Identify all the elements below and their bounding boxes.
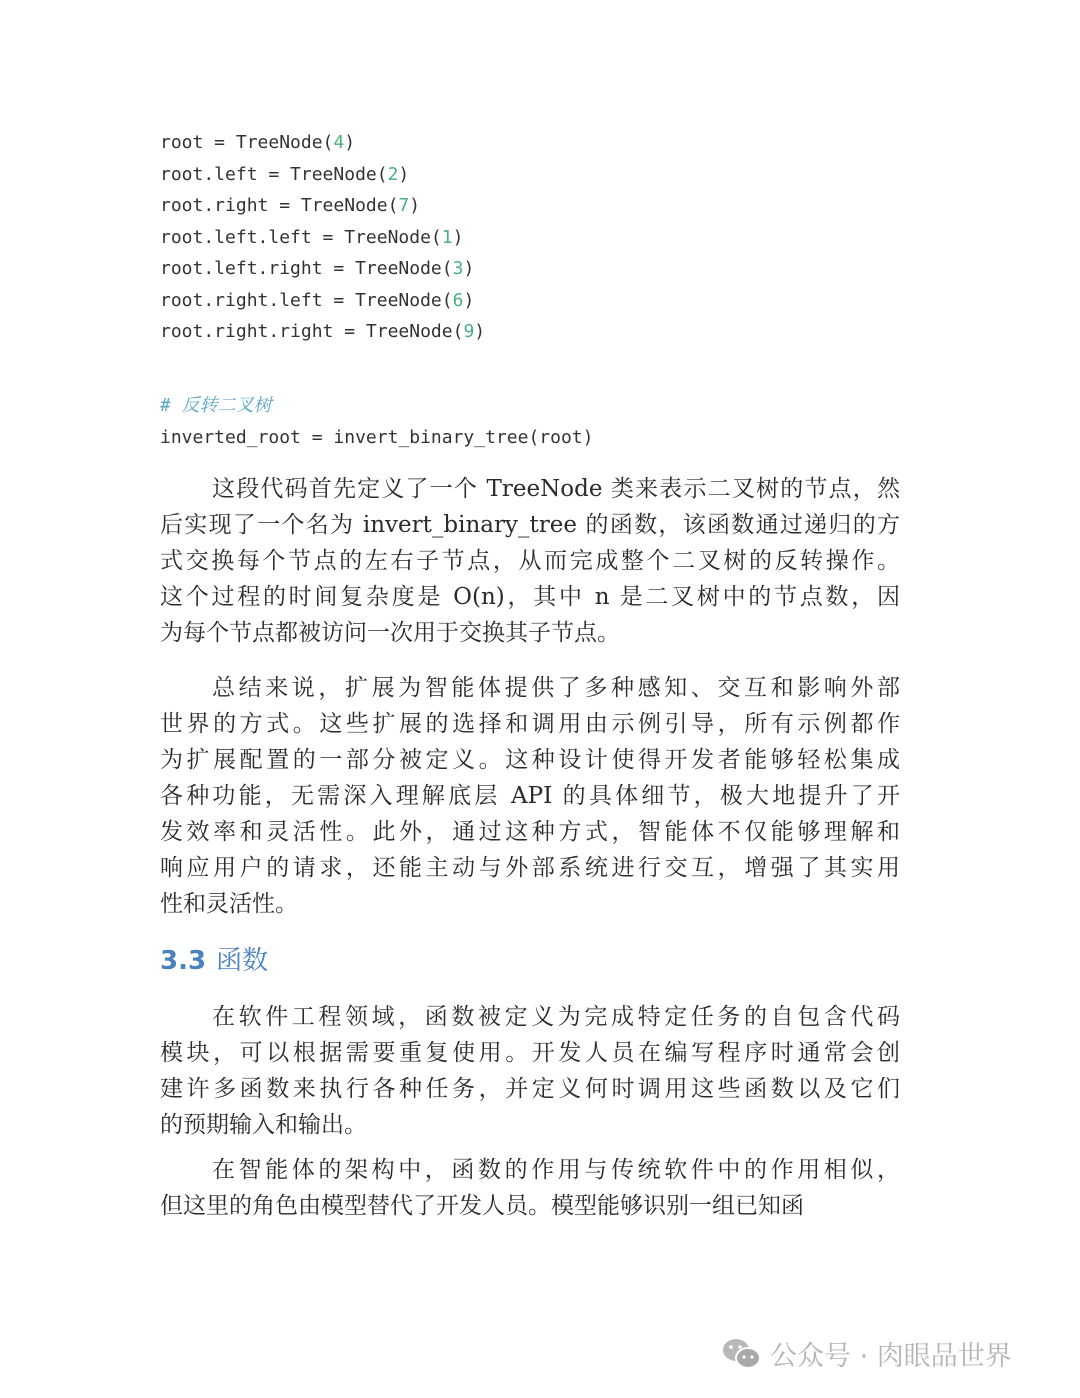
text-line: 响应用户的请求，还能主动与外部系统进行交互，增强了其实用 bbox=[160, 855, 900, 881]
code-post: ) bbox=[474, 321, 486, 342]
text-line: 在软件工程领域，函数被定义为完成特定任务的自包含代码 bbox=[212, 1004, 900, 1030]
text-line: 为每个节点都被访问一次用于交换其子节点。 bbox=[160, 620, 620, 646]
paragraph-2 bbox=[160, 670, 900, 922]
code-block-invert bbox=[160, 390, 593, 453]
code-line bbox=[160, 285, 485, 317]
text-line: 各种功能，无需深入理解底层 API 的具体细节，极大地提升了开 bbox=[160, 783, 900, 809]
code-post: ) bbox=[452, 226, 464, 248]
code-pre: root.left = TreeNode( bbox=[160, 163, 388, 185]
text-line: 建许多函数来执行各种任务，并定义何时调用这些函数以及它们 bbox=[160, 1076, 900, 1102]
code-pre: root = TreeNode( bbox=[160, 132, 334, 153]
section-number: 3.3 bbox=[160, 946, 207, 976]
code-line bbox=[160, 316, 485, 348]
text-line: 为扩展配置的一部分被定义。这种设计使得开发者能够轻松集成 bbox=[160, 747, 900, 773]
text-line: 性和灵活性。 bbox=[160, 891, 298, 917]
code-num: 6 bbox=[452, 289, 464, 311]
text-line: 发效率和灵活性。此外，通过这种方式，智能体不仅能够理解和 bbox=[160, 819, 900, 845]
code-post: ) bbox=[409, 195, 421, 216]
code-num: 2 bbox=[387, 163, 399, 185]
code-post: ) bbox=[344, 132, 356, 153]
code-pre: root.right.left = TreeNode( bbox=[160, 289, 453, 311]
text-line: 总结来说，扩展为智能体提供了多种感知、交互和影响外部 bbox=[212, 675, 900, 701]
code-line: inverted_root = invert_binary_tree(root) bbox=[160, 426, 594, 448]
paragraph-3 bbox=[160, 999, 900, 1143]
text-line: 后实现了一个名为 invert_binary_tree 的函数，该函数通过递归的方 bbox=[160, 512, 900, 538]
text-line: 但这里的角色由模型替代了开发人员。模型能够识别一组已知函 bbox=[160, 1193, 804, 1219]
code-line bbox=[160, 127, 485, 159]
code-block-tree-setup bbox=[160, 127, 485, 348]
code-num: 3 bbox=[452, 258, 464, 279]
code-post: ) bbox=[463, 258, 475, 279]
code-post: ) bbox=[398, 163, 410, 185]
code-comment: # 反转二叉树 bbox=[160, 395, 272, 416]
code-line bbox=[160, 253, 485, 285]
text-line: 这个过程的时间复杂度是 O(n)，其中 n 是二叉树中的节点数，因 bbox=[160, 584, 900, 610]
wechat-icon bbox=[722, 1337, 762, 1371]
section-title: 函数 bbox=[216, 946, 269, 976]
watermark-text: 公众号 · 肉眼品世界 bbox=[770, 1341, 1012, 1372]
text-line: 世界的方式。这些扩展的选择和调用由示例引导，所有示例都作 bbox=[160, 711, 900, 737]
code-pre: root.right = TreeNode( bbox=[160, 195, 399, 216]
code-pre: root.right.right = TreeNode( bbox=[160, 321, 464, 342]
paragraph-1 bbox=[160, 471, 900, 651]
text-line: 在智能体的架构中，函数的作用与传统软件中的作用相似， bbox=[212, 1157, 900, 1183]
code-num: 7 bbox=[398, 195, 410, 216]
watermark-footer bbox=[722, 1334, 1012, 1373]
code-line bbox=[160, 159, 485, 191]
text-line: 的预期输入和输出。 bbox=[160, 1112, 367, 1138]
code-pre: root.left.right = TreeNode( bbox=[160, 258, 453, 279]
code-pre: root.left.left = TreeNode( bbox=[160, 226, 442, 248]
text-line: 式交换每个节点的左右子节点，从而完成整个二叉树的反转操作。 bbox=[160, 548, 900, 574]
paragraph-4 bbox=[160, 1152, 900, 1224]
section-heading bbox=[160, 940, 268, 977]
text-line: 模块，可以根据需要重复使用。开发人员在编写程序时通常会创 bbox=[160, 1040, 900, 1066]
code-num: 9 bbox=[463, 321, 475, 342]
text-line: 这段代码首先定义了一个 TreeNode 类来表示二叉树的节点，然 bbox=[212, 476, 900, 502]
code-num: 1 bbox=[441, 226, 453, 248]
code-post: ) bbox=[463, 289, 475, 311]
code-line bbox=[160, 190, 485, 222]
code-line bbox=[160, 222, 485, 254]
code-num: 4 bbox=[333, 132, 345, 153]
